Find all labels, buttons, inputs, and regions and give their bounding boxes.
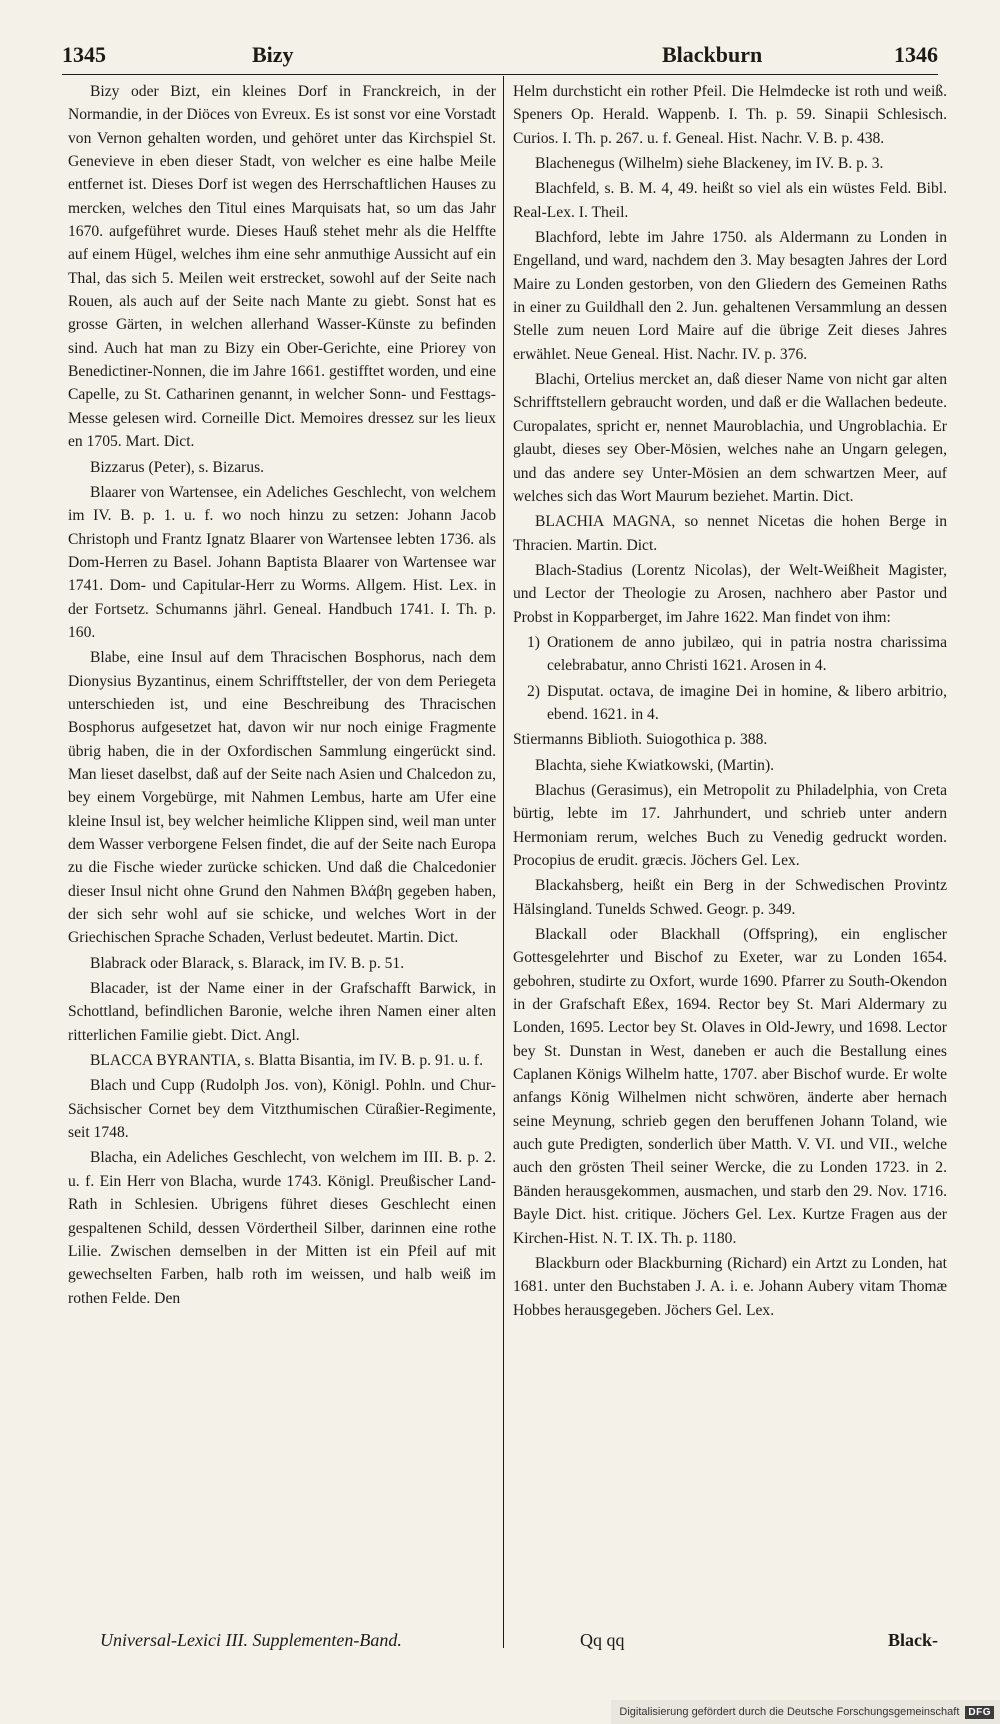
left-column bbox=[68, 80, 496, 1312]
column-divider bbox=[503, 76, 504, 1648]
work-item-1 bbox=[513, 631, 947, 678]
entry-blackall: Blackall oder Blackhall (Offspring), ein englischer Gottesgelehrter und Bischof zu Exeter, war zu Londen 1654. gebohren, studirte zu Oxfort, wurde 1690. Pfarrer zu South-Okendon in der Grafschaft Eßex, 1694. Rector bey St. Mari Aldermary zu Londen, 1695. Lector bey St. Olaves in Old-Jewry, und 1698. Lector bey St. Dunstan in West, daneben er auch die Bestallung eines Caplanen Königs Wilhelm hatte, 1707. aber Bischof wurde. Er wolte anfangs König Wilhelmen nicht schwören, änderte aber hernach seine Meynung, schrieb gegen den beruffenen Johann Toland, wie auch gute Predigten, sonderlich über Matth. V. VI. und VII., welche auch den grösten Theil seiner Wercke, die zu Londen 1723. in 2. Bänden herausgekommen, ausmachen, und starb den 29. Nov. 1716. Bayle Dict. hist. critique. Jöchers Gel. Lex. Kurtze Fragen aus der Kirchen-Hist. N. T. IX. Th. p. 1180. bbox=[513, 926, 947, 1247]
work-item-text: Orationem de anno jubilæo, qui in patria nostra charissima celebrabatur, anno Christi 1621. Arosen in 4. bbox=[547, 633, 947, 675]
work-item-number: 2) bbox=[527, 682, 540, 700]
entry-bizzarus: Bizzarus (Peter), s. Bizarus. bbox=[90, 458, 265, 476]
entry-blachenegus: Blachenegus (Wilhelm) siehe Blackeney, im IV. B. p. 3. bbox=[535, 155, 884, 173]
entry-blachfeld: Blachfeld, s. B. M. 4, 49. heißt so viel als ein wüstes Feld. Bibl. Real-Lex. I. Theil. bbox=[513, 180, 947, 221]
entry-blacader: Blacader, ist der Name einer in der Grafschafft Barwick, in Schottland, befindlichen Baronie, welche ihren Namen einer alten ritterlichen Familie giebt. Dict. Angl. bbox=[68, 980, 496, 1044]
entry-blachta: Blachta, siehe Kwiatkowski, (Martin). bbox=[535, 756, 775, 774]
entry-blaarer: Blaarer von Wartensee, ein Adeliches Geschlecht, von welchem im IV. B. p. 1. u. f. wo noch hinzu zu setzen: Johann Jacob Christoph und Frantz Ignatz Blaarer von Wartensee lebten 1736. als Dom-Herren zu Basel. Johann Baptista Blaarer von Wartensee war 1741. Dom- und Capitular-Herr zu Worms. Allgem. Hist. Lex. in der Fortsetz. Schumanns jährl. Geneal. Handbuch 1741. I. Th. p. 160. bbox=[68, 483, 496, 641]
dfg-logo: DFG bbox=[965, 1706, 994, 1719]
entry-blacha: Blacha, ein Adeliches Geschlecht, von welchem im III. B. p. 2. u. f. Ein Herr von Blacha, wurde 1743. Königl. Preußischer Land-Rath in Schlesien. Ubrigens führet dieses Geschlecht einen gespaltenen Schild, dessen Vördertheil Silber, darinnen eine rothe Lilie. Zwischen demselben in der Mitten ist ein Pfeil auf mit gewechselten Farben, halb roth im weissen, und halb weiß im rothen Felde. Den bbox=[68, 1149, 496, 1307]
entry-blach-stadius: Blach-Stadius (Lorentz Nicolas), der Welt-Weißheit Magister, und Lector der Theologie zu Arosen, nachhero aber Pastor und Probst in Kopparberget, im Jahre 1622. Man findet von ihm: bbox=[513, 561, 947, 626]
catchword: Black- bbox=[887, 1630, 938, 1650]
running-head-right: Blackburn bbox=[662, 42, 763, 67]
entry-blackburn: Blackburn oder Blackburning (Richard) ein Artzt zu Londen, hat 1681. unter den Buchstaben J. A. i. e. Johann Aubery vitam Thomæ Hobbes herausgegeben. Jöchers Gel. Lex. bbox=[513, 1254, 947, 1319]
credit-text: Digitalisierung gefördert durch die Deutsche Forschungsgemeinschaft bbox=[619, 1706, 960, 1718]
entry-blachus: Blachus (Gerasimus), ein Metropolit zu Philadelphia, von Creta bürtig, lebte im 17. Jahrhundert, und schrieb unter andern Hermoniam rerum, welches Buch zu Venedig gedruckt worden. Procopius de erudit. græcis. Jöchers Gel. Lex. bbox=[513, 781, 947, 869]
entry-blackahsberg: Blackahsberg, heißt ein Berg in der Schwedischen Provintz Hälsingland. Tunelds Schwed. Geogr. p. 349. bbox=[513, 877, 947, 918]
entry-blachia-magna: BLACHIA MAGNA, so nennet Nicetas die hohen Berge in Thracien. Martin. Dict. bbox=[513, 513, 947, 554]
entry-blachi: Blachi, Ortelius mercket an, daß dieser Name von nicht gar alten Schrifftstellern gebraucht worden, und daß er die Wallachen bedeute. Curopalates, spricht er, nennet Mauroblachia, und Ungroblachia. Er glaubt, dieses sey Ober-Mösien, welches nahe an Ungarn gelegen, und das andere sey Unter-Mösien an dem schwartzen Meer, auf welches sich das Wort Maurum beziehet. Martin. Dict. bbox=[513, 371, 947, 505]
entry-bizy: Bizy oder Bizt, ein kleines Dorf in Franckreich, in der Normandie, in der Diöces von Evreux. Es ist sonst vor eine Vorstadt von Vernon gehalten worden, und gehöret unter das Kirchspiel St. Genevieve in eben dieser Stadt, von welcher es eine halbe Meile entfernet ist. Dieses Dorf ist wegen des Herrschaftlichen Hauses zu mercken, welches den Titul eines Marquisats hat, so um das Jahr 1670. aufgeführet wurde. Dieses Hauß stehet mehr als die Helffte auf einem Hügel, welches ihm eine sehr anmuthige Aussicht auf ein Thal, das sich 5. Meilen weit erstrecket, sowohl auf der Seite nach Rouen, als auch auf der Seite nach Mante zu giebt. Sonst hat es grosse Gärten, in welchen allerhand Wasser-Künste zu befinden sind. Auch hat man zu Bizy ein Ober-Gerichte, eine Priorey von Benedictiner-Nonnen, die im Jahre 1661. gestifftet worden, und eine Capelle, zu St. Catharinen genannt, in welcher Sonn- und Festtags-Messe gelesen wird. Corneille Dict. Memoires dressez sur les lieux en 1705. Mart. Dict. bbox=[68, 83, 496, 451]
entry-blach-und-cupp: Blach und Cupp (Rudolph Jos. von), Königl. Pohln. und Chur-Sächsischer Cornet bey dem Vitzthumischen Cüraßier-Regimente, seit 1748. bbox=[68, 1077, 496, 1142]
entry-blachford: Blachford, lebte im Jahre 1750. als Aldermann zu Londen in Engelland, und ward, nachdem den 3. May besagten Jahres der Lord Maire zu Londen gestorben, von den Gliedern des Gemeinen Raths in einer zu Guildhall den 2. Jun. gehaltenen Versammlung an dessen Stelle zum neuen Lord Maire auf die übrige Zeit dieses Jahres erwählet. Neue Geneal. Hist. Nachr. IV. p. 376. bbox=[513, 229, 947, 363]
entry-blacha-continued: Helm durchsticht ein rother Pfeil. Die Helmdecke ist roth und weiß. Speners Op. Herald. Wappenb. I. Th. p. 59. Sinapii Schlesisch. Curios. I. Th. p. 267. u. f. Geneal. Hist. Nachr. V. B. p. 438. bbox=[513, 83, 947, 147]
work-item-text: Disputat. octava, de imagine Dei in homine, & libero arbitrio, ebend. 1621. in 4. bbox=[547, 682, 947, 723]
entry-blabe: Blabe, eine Insul auf dem Thracischen Bosphorus, nach dem Dionysius Byzantinus, einem Schrifftsteller, der von dem Periegeta unterschieden ist, und eine Beschreibung des Thracischen Bosphorus aufgesetzet hat, davon wir nur noch einige Fragmente übrig haben, die in der Oxfordischen Sammlung eingerückt sind. Man lieset daselbst, daß auf der Seite nach Asien und Chalcedon zu, bey einem Vorgebürge, mit Nahmen Lembus, harte am Ufer eine kleine Insul ist, bey welcher heimliche Klippen sind, weil man unter dem Wasser verborgene Felsen findet, die auf der Seite nach Europa zu die Fische wieder zurücke schicken. Und daß die Chalcedonier dieser Insul nicht ohne Grund den Nahmen Βλάβη gegeben haben, der sich sehr wohl auf sie schicke, und welches Wort in der Griechischen Sprache Schaden, Verlust bedeutet. Martin. Dict. bbox=[68, 649, 496, 947]
right-column bbox=[513, 80, 947, 1324]
entry-blacca-byrantia: BLACCA BYRANTIA, s. Blatta Bisantia, im IV. B. p. 91. u. f. bbox=[90, 1052, 484, 1070]
work-item-number: 1) bbox=[527, 633, 540, 651]
running-head-left: Bizy bbox=[252, 42, 294, 67]
entry-blabrack: Blabrack oder Blarack, s. Blarack, im IV. B. p. 51. bbox=[90, 954, 405, 972]
page-header bbox=[62, 36, 938, 76]
page-number-right: 1346 bbox=[894, 42, 938, 67]
digitization-credit bbox=[611, 1700, 1000, 1724]
page-footer bbox=[100, 1630, 938, 1660]
source-citation: Stiermanns Biblioth. Suiogothica p. 388. bbox=[513, 731, 768, 749]
header-rule bbox=[62, 74, 938, 75]
signature-line: Universal-Lexici III. Supplementen-Band. bbox=[100, 1630, 402, 1650]
signature-mark: Qq qq bbox=[580, 1630, 625, 1650]
page-number-left: 1345 bbox=[62, 42, 106, 67]
work-item-2 bbox=[513, 680, 947, 727]
